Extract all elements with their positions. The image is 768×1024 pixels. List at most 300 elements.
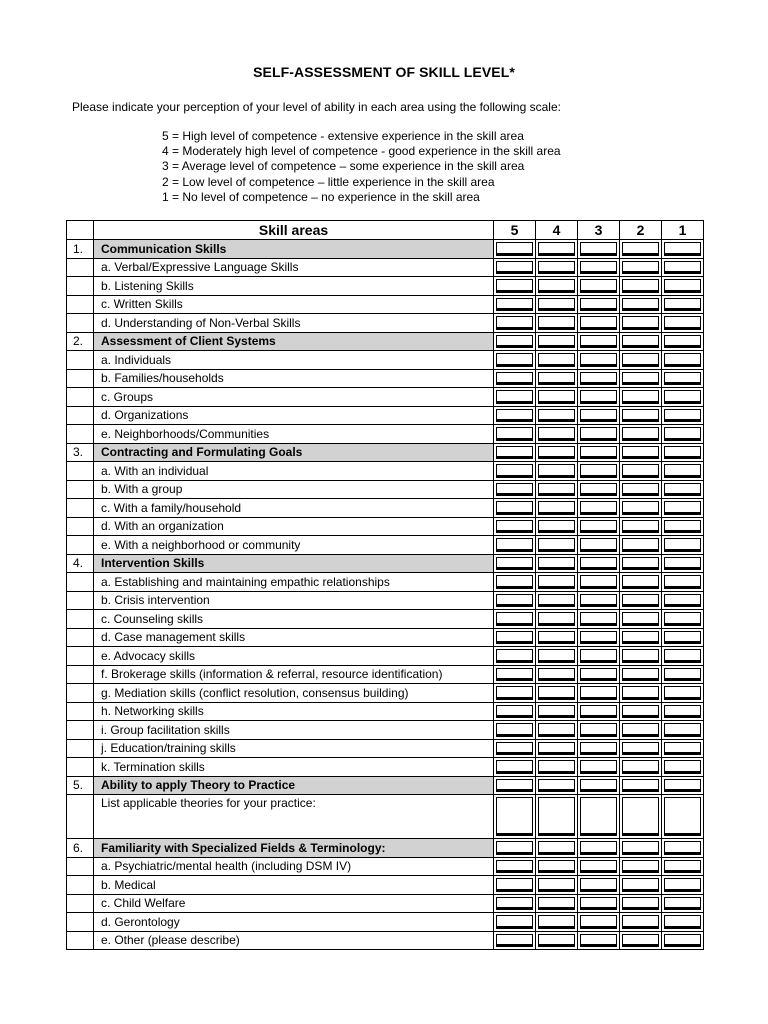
rating-checkbox-2[interactable] [622, 538, 659, 552]
rating-checkbox-2[interactable] [622, 446, 659, 460]
rating-checkbox-2[interactable] [622, 298, 659, 312]
rating-checkbox-5[interactable] [496, 390, 533, 404]
section-row [67, 240, 704, 259]
rating-checkbox-4[interactable] [538, 797, 575, 836]
rating-checkbox-3[interactable] [580, 538, 617, 552]
rating-cell-5 [494, 443, 536, 462]
rating-checkbox-2[interactable] [622, 797, 659, 836]
rating-checkbox-1[interactable] [664, 557, 701, 571]
rating-checkbox-2[interactable] [622, 261, 659, 275]
rating-cell-3 [578, 314, 620, 333]
rating-checkbox-3[interactable] [580, 427, 617, 441]
rating-cell-5 [494, 499, 536, 518]
rating-cell-3 [578, 776, 620, 795]
rating-checkbox-2[interactable] [622, 878, 659, 892]
rating-checkbox-2[interactable] [622, 860, 659, 874]
row-number [67, 702, 94, 721]
rating-cell-2 [620, 277, 662, 296]
rating-checkbox-4[interactable] [538, 742, 575, 756]
rating-checkbox-5[interactable] [496, 723, 533, 737]
skill-label: e. Neighborhoods/Communities [94, 425, 494, 444]
rating-checkbox-5[interactable] [496, 897, 533, 911]
rating-checkbox-5[interactable] [496, 557, 533, 571]
rating-checkbox-3[interactable] [580, 723, 617, 737]
rating-checkbox-3[interactable] [580, 878, 617, 892]
rating-checkbox-4[interactable] [538, 538, 575, 552]
rating-checkbox-4[interactable] [538, 261, 575, 275]
rating-cell-1 [662, 913, 704, 932]
rating-checkbox-1[interactable] [664, 427, 701, 441]
skill-assessment-table [66, 220, 704, 950]
rating-checkbox-3[interactable] [580, 353, 617, 367]
rating-checkbox-5[interactable] [496, 483, 533, 497]
rating-checkbox-2[interactable] [622, 557, 659, 571]
rating-checkbox-2[interactable] [622, 705, 659, 719]
rating-checkbox-1[interactable] [664, 897, 701, 911]
rating-checkbox-4[interactable] [538, 860, 575, 874]
row-number [67, 388, 94, 407]
rating-checkbox-1[interactable] [664, 668, 701, 682]
rating-cell-5 [494, 295, 536, 314]
rating-checkbox-1[interactable] [664, 797, 701, 836]
rating-cell-3 [578, 876, 620, 895]
rating-checkbox-2[interactable] [622, 390, 659, 404]
rating-checkbox-4[interactable] [538, 779, 575, 793]
rating-checkbox-1[interactable] [664, 631, 701, 645]
rating-checkbox-4[interactable] [538, 557, 575, 571]
rating-cell-3 [578, 332, 620, 351]
rating-cell-2 [620, 425, 662, 444]
rating-checkbox-2[interactable] [622, 934, 659, 948]
rating-cell-1 [662, 536, 704, 555]
rating-checkbox-3[interactable] [580, 594, 617, 608]
rating-checkbox-2[interactable] [622, 335, 659, 349]
rating-cell-3 [578, 462, 620, 481]
skill-label: a. Establishing and maintaining empathic relationships [94, 573, 494, 592]
rating-checkbox-3[interactable] [580, 390, 617, 404]
rating-checkbox-1[interactable] [664, 390, 701, 404]
rating-cell-3 [578, 628, 620, 647]
rating-checkbox-5[interactable] [496, 242, 533, 256]
row-number: 6. [67, 839, 94, 858]
rating-checkbox-4[interactable] [538, 841, 575, 855]
rating-checkbox-2[interactable] [622, 760, 659, 774]
table-header-row [67, 221, 704, 240]
rating-checkbox-2[interactable] [622, 279, 659, 293]
rating-checkbox-1[interactable] [664, 464, 701, 478]
rating-checkbox-4[interactable] [538, 483, 575, 497]
rating-cell-2 [620, 684, 662, 703]
rating-checkbox-1[interactable] [664, 261, 701, 275]
row-number [67, 369, 94, 388]
rating-checkbox-2[interactable] [622, 841, 659, 855]
rating-checkbox-5[interactable] [496, 841, 533, 855]
rating-checkbox-5[interactable] [496, 464, 533, 478]
rating-checkbox-5[interactable] [496, 742, 533, 756]
rating-checkbox-2[interactable] [622, 779, 659, 793]
rating-checkbox-5[interactable] [496, 779, 533, 793]
rating-checkbox-4[interactable] [538, 915, 575, 929]
row-number [67, 591, 94, 610]
rating-checkbox-3[interactable] [580, 520, 617, 534]
rating-cell-3 [578, 517, 620, 536]
rating-checkbox-5[interactable] [496, 261, 533, 275]
rating-cell-4 [536, 517, 578, 536]
rating-checkbox-3[interactable] [580, 575, 617, 589]
rating-checkbox-1[interactable] [664, 915, 701, 929]
rating-checkbox-1[interactable] [664, 612, 701, 626]
rating-cell-5 [494, 610, 536, 629]
rating-cell-5 [494, 462, 536, 481]
rating-checkbox-5[interactable] [496, 353, 533, 367]
rating-checkbox-1[interactable] [664, 686, 701, 700]
rating-checkbox-2[interactable] [622, 501, 659, 515]
rating-checkbox-5[interactable] [496, 372, 533, 386]
rating-checkbox-1[interactable] [664, 335, 701, 349]
rating-checkbox-1[interactable] [664, 298, 701, 312]
rating-checkbox-5[interactable] [496, 915, 533, 929]
rating-checkbox-1[interactable] [664, 742, 701, 756]
row-number [67, 628, 94, 647]
skill-row [67, 425, 704, 444]
rating-checkbox-3[interactable] [580, 316, 617, 330]
rating-cell-3 [578, 795, 620, 839]
rating-checkbox-3[interactable] [580, 841, 617, 855]
rating-checkbox-1[interactable] [664, 279, 701, 293]
rating-checkbox-3[interactable] [580, 705, 617, 719]
row-number [67, 462, 94, 481]
rating-checkbox-4[interactable] [538, 594, 575, 608]
rating-checkbox-5[interactable] [496, 594, 533, 608]
rating-checkbox-4[interactable] [538, 242, 575, 256]
rating-checkbox-3[interactable] [580, 668, 617, 682]
row-number [67, 913, 94, 932]
rating-cell-4 [536, 839, 578, 858]
rating-cell-2 [620, 776, 662, 795]
rating-checkbox-4[interactable] [538, 298, 575, 312]
rating-cell-4 [536, 702, 578, 721]
rating-checkbox-2[interactable] [622, 686, 659, 700]
rating-checkbox-4[interactable] [538, 316, 575, 330]
rating-cell-4 [536, 332, 578, 351]
rating-checkbox-2[interactable] [622, 915, 659, 929]
rating-checkbox-2[interactable] [622, 897, 659, 911]
rating-cell-3 [578, 258, 620, 277]
rating-checkbox-2[interactable] [622, 649, 659, 663]
skill-label: c. Counseling skills [94, 610, 494, 629]
skill-label: d. Understanding of Non-Verbal Skills [94, 314, 494, 333]
rating-checkbox-5[interactable] [496, 520, 533, 534]
rating-cell-4 [536, 480, 578, 499]
rating-checkbox-4[interactable] [538, 760, 575, 774]
rating-checkbox-5[interactable] [496, 934, 533, 948]
skill-label: b. Families/households [94, 369, 494, 388]
rating-checkbox-5[interactable] [496, 760, 533, 774]
rating-checkbox-1[interactable] [664, 760, 701, 774]
rating-checkbox-1[interactable] [664, 860, 701, 874]
rating-checkbox-3[interactable] [580, 464, 617, 478]
rating-checkbox-1[interactable] [664, 538, 701, 552]
rating-checkbox-4[interactable] [538, 409, 575, 423]
rating-cell-2 [620, 480, 662, 499]
scale-item-1: 1 = No level of competence – no experience in the skill area [162, 189, 480, 204]
rating-checkbox-5[interactable] [496, 878, 533, 892]
rating-checkbox-1[interactable] [664, 446, 701, 460]
rating-cell-5 [494, 258, 536, 277]
rating-checkbox-4[interactable] [538, 612, 575, 626]
rating-cell-5 [494, 517, 536, 536]
rating-checkbox-5[interactable] [496, 649, 533, 663]
rating-cell-2 [620, 591, 662, 610]
rating-cell-2 [620, 554, 662, 573]
rating-checkbox-2[interactable] [622, 464, 659, 478]
rating-checkbox-5[interactable] [496, 409, 533, 423]
rating-cell-3 [578, 388, 620, 407]
rating-checkbox-1[interactable] [664, 501, 701, 515]
rating-checkbox-4[interactable] [538, 427, 575, 441]
rating-checkbox-2[interactable] [622, 409, 659, 423]
rating-checkbox-3[interactable] [580, 612, 617, 626]
rating-cell-4 [536, 240, 578, 259]
rating-checkbox-5[interactable] [496, 860, 533, 874]
row-number [67, 684, 94, 703]
rating-checkbox-3[interactable] [580, 742, 617, 756]
rating-checkbox-1[interactable] [664, 520, 701, 534]
skill-row [67, 758, 704, 777]
rating-checkbox-5[interactable] [496, 298, 533, 312]
skill-row [67, 314, 704, 333]
rating-cell-5 [494, 591, 536, 610]
rating-checkbox-3[interactable] [580, 409, 617, 423]
rating-cell-4 [536, 876, 578, 895]
rating-checkbox-2[interactable] [622, 316, 659, 330]
rating-checkbox-2[interactable] [622, 575, 659, 589]
skill-row [67, 876, 704, 895]
rating-checkbox-3[interactable] [580, 760, 617, 774]
rating-checkbox-2[interactable] [622, 520, 659, 534]
header-number-cell [67, 221, 94, 240]
rating-cell-4 [536, 573, 578, 592]
skill-row [67, 277, 704, 296]
rating-cell-5 [494, 277, 536, 296]
rating-checkbox-1[interactable] [664, 841, 701, 855]
skill-row [67, 258, 704, 277]
rating-cell-5 [494, 480, 536, 499]
rating-checkbox-5[interactable] [496, 427, 533, 441]
rating-checkbox-4[interactable] [538, 446, 575, 460]
rating-checkbox-4[interactable] [538, 934, 575, 948]
rating-checkbox-1[interactable] [664, 649, 701, 663]
rating-cell-1 [662, 931, 704, 950]
rating-checkbox-3[interactable] [580, 934, 617, 948]
rating-checkbox-5[interactable] [496, 797, 533, 836]
rating-checkbox-4[interactable] [538, 649, 575, 663]
rating-checkbox-5[interactable] [496, 575, 533, 589]
rating-checkbox-4[interactable] [538, 668, 575, 682]
skill-row [67, 536, 704, 555]
rating-checkbox-4[interactable] [538, 705, 575, 719]
rating-checkbox-3[interactable] [580, 483, 617, 497]
row-number [67, 314, 94, 333]
rating-checkbox-1[interactable] [664, 316, 701, 330]
rating-checkbox-3[interactable] [580, 298, 617, 312]
rating-checkbox-5[interactable] [496, 501, 533, 515]
rating-checkbox-4[interactable] [538, 878, 575, 892]
rating-checkbox-1[interactable] [664, 594, 701, 608]
rating-cell-4 [536, 913, 578, 932]
rating-checkbox-4[interactable] [538, 335, 575, 349]
rating-checkbox-1[interactable] [664, 934, 701, 948]
rating-checkbox-2[interactable] [622, 742, 659, 756]
rating-cell-5 [494, 647, 536, 666]
rating-checkbox-5[interactable] [496, 612, 533, 626]
rating-checkbox-5[interactable] [496, 538, 533, 552]
rating-cell-4 [536, 591, 578, 610]
skill-row [67, 913, 704, 932]
rating-checkbox-2[interactable] [622, 631, 659, 645]
rating-checkbox-1[interactable] [664, 723, 701, 737]
rating-cell-1 [662, 739, 704, 758]
rating-checkbox-2[interactable] [622, 723, 659, 737]
skill-row [67, 610, 704, 629]
rating-cell-1 [662, 758, 704, 777]
rating-cell-2 [620, 758, 662, 777]
rating-checkbox-4[interactable] [538, 501, 575, 515]
rating-checkbox-5[interactable] [496, 631, 533, 645]
rating-checkbox-2[interactable] [622, 668, 659, 682]
rating-checkbox-5[interactable] [496, 335, 533, 349]
rating-cell-3 [578, 536, 620, 555]
rating-cell-3 [578, 499, 620, 518]
rating-checkbox-1[interactable] [664, 575, 701, 589]
row-number: 2. [67, 332, 94, 351]
rating-checkbox-5[interactable] [496, 705, 533, 719]
rating-checkbox-3[interactable] [580, 557, 617, 571]
rating-cell-4 [536, 406, 578, 425]
rating-checkbox-4[interactable] [538, 390, 575, 404]
rating-checkbox-3[interactable] [580, 779, 617, 793]
rating-checkbox-3[interactable] [580, 897, 617, 911]
rating-checkbox-4[interactable] [538, 575, 575, 589]
row-number [67, 857, 94, 876]
rating-checkbox-4[interactable] [538, 520, 575, 534]
rating-checkbox-3[interactable] [580, 372, 617, 386]
rating-cell-4 [536, 776, 578, 795]
rating-checkbox-5[interactable] [496, 668, 533, 682]
rating-checkbox-2[interactable] [622, 353, 659, 367]
rating-checkbox-4[interactable] [538, 897, 575, 911]
rating-cell-4 [536, 369, 578, 388]
skill-label: c. Groups [94, 388, 494, 407]
rating-checkbox-2[interactable] [622, 483, 659, 497]
skill-label: b. Listening Skills [94, 277, 494, 296]
rating-cell-2 [620, 332, 662, 351]
rating-checkbox-3[interactable] [580, 915, 617, 929]
skill-label: c. Written Skills [94, 295, 494, 314]
skill-row [67, 628, 704, 647]
rating-cell-1 [662, 876, 704, 895]
skill-row [67, 573, 704, 592]
rating-checkbox-2[interactable] [622, 242, 659, 256]
rating-cell-3 [578, 647, 620, 666]
rating-checkbox-3[interactable] [580, 631, 617, 645]
rating-checkbox-3[interactable] [580, 860, 617, 874]
rating-checkbox-1[interactable] [664, 878, 701, 892]
rating-checkbox-4[interactable] [538, 686, 575, 700]
rating-checkbox-3[interactable] [580, 797, 617, 836]
rating-checkbox-2[interactable] [622, 372, 659, 386]
rating-checkbox-5[interactable] [496, 279, 533, 293]
rating-checkbox-1[interactable] [664, 372, 701, 386]
rating-checkbox-1[interactable] [664, 353, 701, 367]
rating-checkbox-5[interactable] [496, 446, 533, 460]
row-number [67, 517, 94, 536]
rating-checkbox-4[interactable] [538, 372, 575, 386]
rating-checkbox-1[interactable] [664, 705, 701, 719]
rating-checkbox-4[interactable] [538, 279, 575, 293]
rating-cell-5 [494, 665, 536, 684]
rating-checkbox-3[interactable] [580, 335, 617, 349]
rating-cell-2 [620, 369, 662, 388]
skill-label: d. With an organization [94, 517, 494, 536]
rating-cell-4 [536, 314, 578, 333]
rating-cell-1 [662, 406, 704, 425]
rating-checkbox-1[interactable] [664, 242, 701, 256]
rating-checkbox-3[interactable] [580, 242, 617, 256]
rating-cell-4 [536, 857, 578, 876]
rating-cell-1 [662, 517, 704, 536]
rating-checkbox-3[interactable] [580, 279, 617, 293]
rating-checkbox-5[interactable] [496, 316, 533, 330]
rating-checkbox-2[interactable] [622, 594, 659, 608]
rating-checkbox-4[interactable] [538, 353, 575, 367]
rating-checkbox-1[interactable] [664, 483, 701, 497]
rating-cell-2 [620, 931, 662, 950]
rating-checkbox-2[interactable] [622, 427, 659, 441]
instructions-text: Please indicate your perception of your level of ability in each area using the following scale: [72, 100, 561, 114]
row-number [67, 721, 94, 740]
row-number [67, 499, 94, 518]
rating-cell-1 [662, 702, 704, 721]
rating-cell-5 [494, 931, 536, 950]
rating-checkbox-1[interactable] [664, 409, 701, 423]
rating-cell-3 [578, 443, 620, 462]
rating-checkbox-3[interactable] [580, 686, 617, 700]
rating-cell-2 [620, 351, 662, 370]
rating-cell-3 [578, 369, 620, 388]
rating-cell-5 [494, 876, 536, 895]
rating-checkbox-2[interactable] [622, 612, 659, 626]
rating-checkbox-4[interactable] [538, 723, 575, 737]
skill-label: e. Other (please describe) [94, 931, 494, 950]
rating-checkbox-4[interactable] [538, 464, 575, 478]
rating-checkbox-3[interactable] [580, 649, 617, 663]
rating-checkbox-4[interactable] [538, 631, 575, 645]
rating-cell-1 [662, 462, 704, 481]
rating-checkbox-3[interactable] [580, 261, 617, 275]
row-number: 3. [67, 443, 94, 462]
rating-cell-1 [662, 894, 704, 913]
rating-cell-2 [620, 857, 662, 876]
rating-cell-2 [620, 876, 662, 895]
scale-item-3: 3 = Average level of competence – some experience in the skill area [162, 159, 525, 174]
rating-checkbox-3[interactable] [580, 501, 617, 515]
rating-cell-3 [578, 406, 620, 425]
rating-checkbox-5[interactable] [496, 686, 533, 700]
rating-checkbox-1[interactable] [664, 779, 701, 793]
rating-checkbox-3[interactable] [580, 446, 617, 460]
rating-cell-1 [662, 665, 704, 684]
